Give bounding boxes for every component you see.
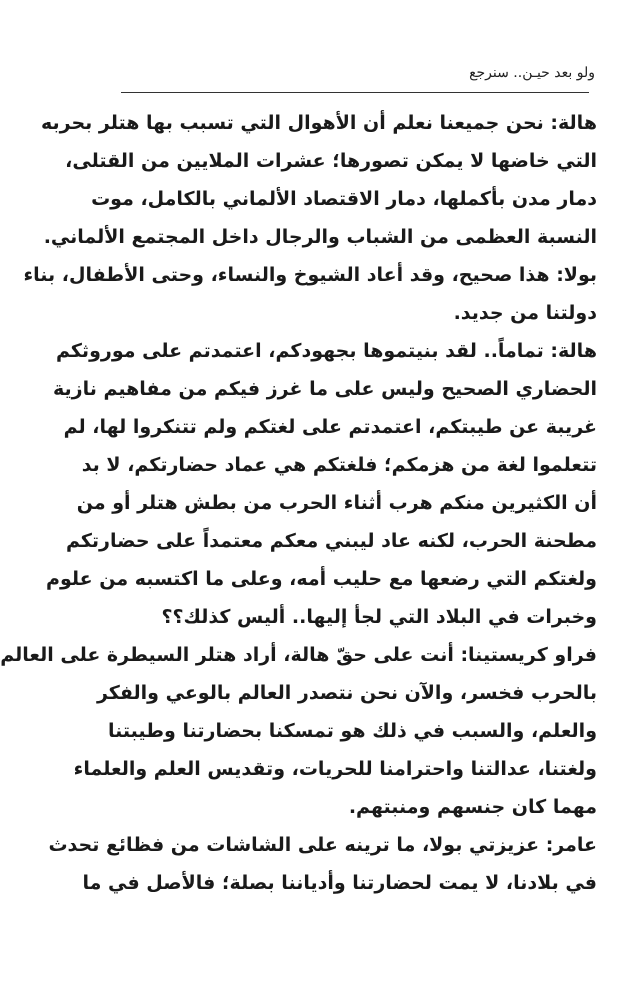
text-line: مهما كان جنسهم ومنبتهم. [348,796,597,818]
running-header: ولو بعد حيـن.. سنرجع [469,65,595,81]
text-line: ولغتنا، عدالتنا واحترامنا للحريات، وتقديس العلم والعلماء [73,758,597,780]
text-line: هالة: تماماً.. لقد بنيتموها بجهودكم، اعتمدتم على موروثكم [55,340,597,362]
body-text [0,104,597,902]
header-rule [121,92,589,93]
text-line: مطحنة الحرب، لكنه عاد ليبني معكم معتمداً على حضارتكم [65,530,597,552]
text-line: بولا: هذا صحيح، وقد أعاد الشيوخ والنساء، وحتى الأطفال، بناء [23,264,597,286]
text-line: أن الكثيرين منكم هرب أثناء الحرب من بطش هتلر أو من [76,492,597,514]
text-line: عامر: عزيزتي بولا، ما ترينه على الشاشات من فظائع تحدث [48,834,597,856]
text-line: ولغتكم التي رضعها مع حليب أمه، وعلى ما اكتسبه من علوم [46,568,597,590]
text-line: التي خاضها لا يمكن تصورها؛ عشرات الملايين من القتلى، [65,150,597,172]
text-line: النسبة العظمى من الشباب والرجال داخل المجتمع الألماني. [43,226,597,248]
text-line: هالة: نحن جميعنا نعلم أن الأهوال التي تسبب بها هتلر بحربه [40,112,597,134]
text-line: والعلم، والسبب في ذلك هو تمسكنا بحضارتنا وطيبتنا [108,720,597,742]
text-line: دولتنا من جديد. [453,302,597,324]
text-line: الحضاري الصحيح وليس على ما غرز فيكم من مفاهيم نازية [52,378,597,400]
text-line: غريبة عن طيبتكم، اعتمدتم على لغتكم ولم تتنكروا لها، لم [63,416,597,438]
text-line: وخبرات في البلاد التي لجأ إليها.. أليس كذلك؟؟ [161,606,597,628]
text-line: دمار مدن بأكملها، دمار الاقتصاد الألماني بالكامل، موت [91,188,597,210]
text-line: بالحرب فخسر، والآن نحن نتصدر العالم بالوعي والفكر [96,682,597,704]
text-line: فراو كريستينا: أنت على حقّ هالة، أراد هتلر السيطرة على العالم [0,644,597,666]
text-line: في بلادنا، لا يمت لحضارتنا وأدياننا بصلة؛ فالأصل في ما [82,872,597,894]
text-line: تتعلموا لغة من هزمكم؛ فلغتكم هي عماد حضارتكم، لا بد [81,454,597,476]
